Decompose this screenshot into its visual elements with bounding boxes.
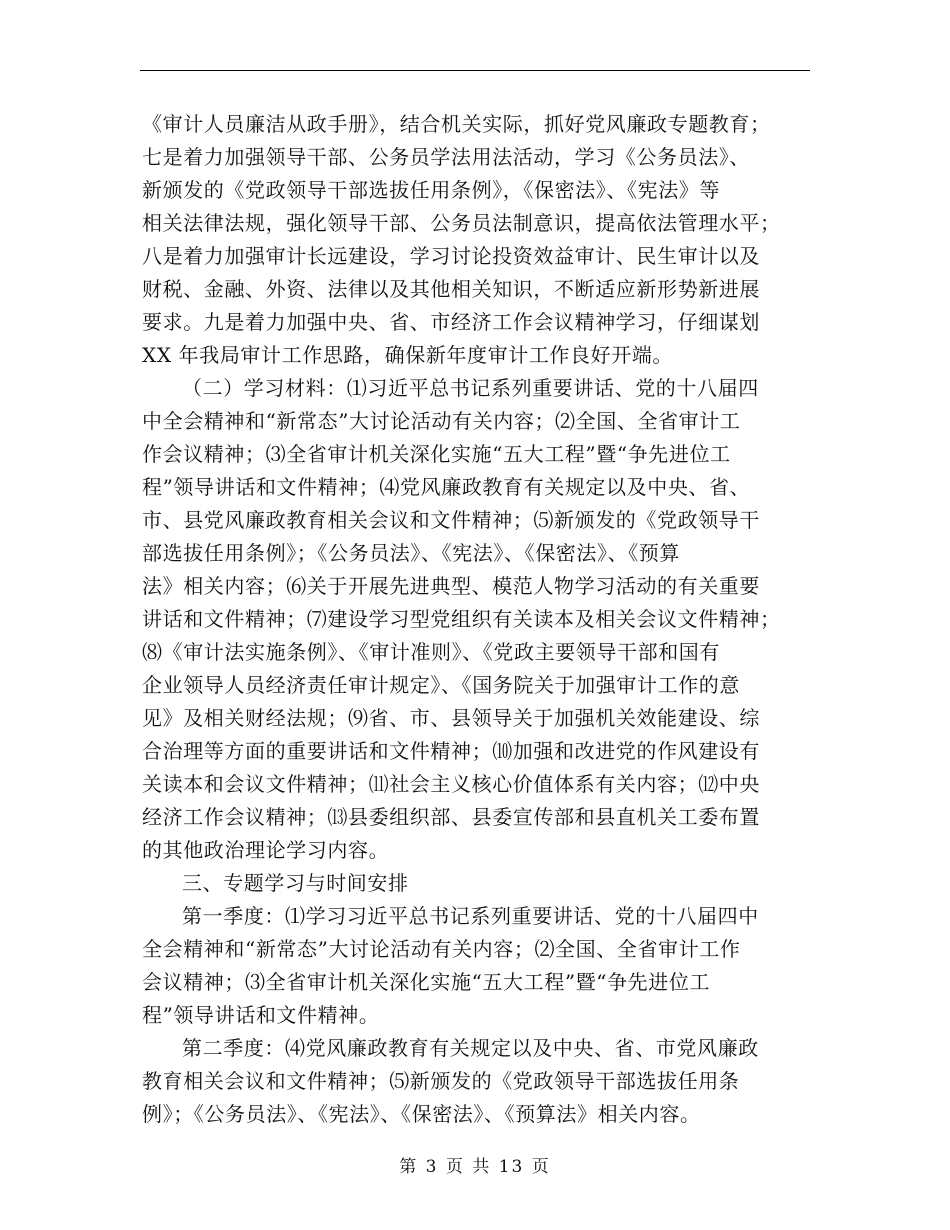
text-line: 教育相关会议和文件精神；⑸新颁发的《党政领导干部选拔任用条: [142, 1069, 740, 1093]
text-line: 见》及相关财经法规；⑼省、市、县领导关于加强机关效能建设、综: [142, 706, 760, 730]
section-heading: 三、专题学习与时间安排: [182, 871, 409, 895]
text-line: 的其他政治理论学习内容。: [142, 838, 390, 862]
text-line: 程”领导讲话和文件精神；⑷党风廉政教育有关规定以及中央、省、: [142, 475, 751, 499]
text-line: 例》；《公务员法》、《宪法》、《保密法》、《预算法》相关内容。: [142, 1102, 701, 1126]
text-line: 七是着力加强领导干部、公务员学法用法活动，学习《公务员法》、: [142, 145, 750, 169]
paragraph-start-line: 第一季度：⑴学习习近平总书记系列重要讲话、党的十八届四中: [182, 904, 759, 928]
text-line: 全会精神和“新常态”大讨论活动有关内容；⑵全国、全省审计工作: [142, 937, 741, 961]
text-line: XX 年我局审计工作思路，确保新年度审计工作良好开端。: [142, 343, 674, 367]
text-line: 市、县党风廉政教育相关会议和文件精神；⑸新颁发的《党政领导干: [142, 508, 760, 532]
text-line: 部选拔任用条例》；《公务员法》、《宪法》、《保密法》、《预算: [142, 541, 680, 565]
paragraph-start-line: （二）学习材料：⑴习近平总书记系列重要讲话、党的十八届四: [182, 376, 759, 400]
text-line: 会议精神；⑶全省审计机关深化实施“五大工程”暨“争先进位工: [142, 970, 711, 994]
text-line: 财税、金融、外资、法律以及其他相关知识，不断适应新形势新进展: [142, 277, 760, 301]
text-line: 要求。九是着力加强中央、省、市经济工作会议精神学习，仔细谋划: [142, 310, 760, 334]
document-body: [142, 108, 812, 1131]
text-line: 关读本和会议文件精神；⑾社会主义核心价值体系有关内容；⑿中央: [142, 772, 760, 796]
text-line: 程”领导讲话和文件精神。: [142, 1003, 380, 1027]
text-line: 经济工作会议精神；⒀县委组织部、县委宣传部和县直机关工委布置: [142, 805, 760, 829]
page-number-footer: 第 3 页 共 13 页: [399, 1157, 551, 1177]
text-line: 法》相关内容；⑹关于开展先进典型、模范人物学习活动的有关重要: [142, 574, 760, 598]
text-line: 相关法律法规，强化领导干部、公务员法制意识，提高依法管理水平；: [142, 211, 781, 235]
paragraph-start-line: 第二季度：⑷党风廉政教育有关规定以及中央、省、市党风廉政: [182, 1036, 759, 1060]
text-line: 合治理等方面的重要讲话和文件精神；⑽加强和改进党的作风建设有: [142, 739, 760, 763]
header-rule: [140, 70, 810, 71]
text-line: 作会议精神；⑶全省审计机关深化实施“五大工程”暨“争先进位工: [142, 442, 731, 466]
text-line: ⑻《审计法实施条例》、《审计准则》、《党政主要领导干部和国有: [142, 640, 720, 664]
text-line: 八是着力加强审计长远建设，学习讨论投资效益审计、民生审计以及: [142, 244, 760, 268]
text-line: 企业领导人员经济责任审计规定》、《国务院关于加强审计工作的意: [142, 673, 740, 697]
text-line: 讲话和文件精神；⑺建设学习型党组织有关读本及相关会议文件精神；: [142, 607, 781, 631]
text-line: 中全会精神和“新常态”大讨论活动有关内容；⑵全国、全省审计工: [142, 409, 741, 433]
text-line: 新颁发的《党政领导干部选拔任用条例》，《保密法》、《宪法》等: [142, 178, 720, 202]
text-line: 《审计人员廉洁从政手册》，结合机关实际，抓好党风廉政专题教育；: [142, 112, 771, 136]
